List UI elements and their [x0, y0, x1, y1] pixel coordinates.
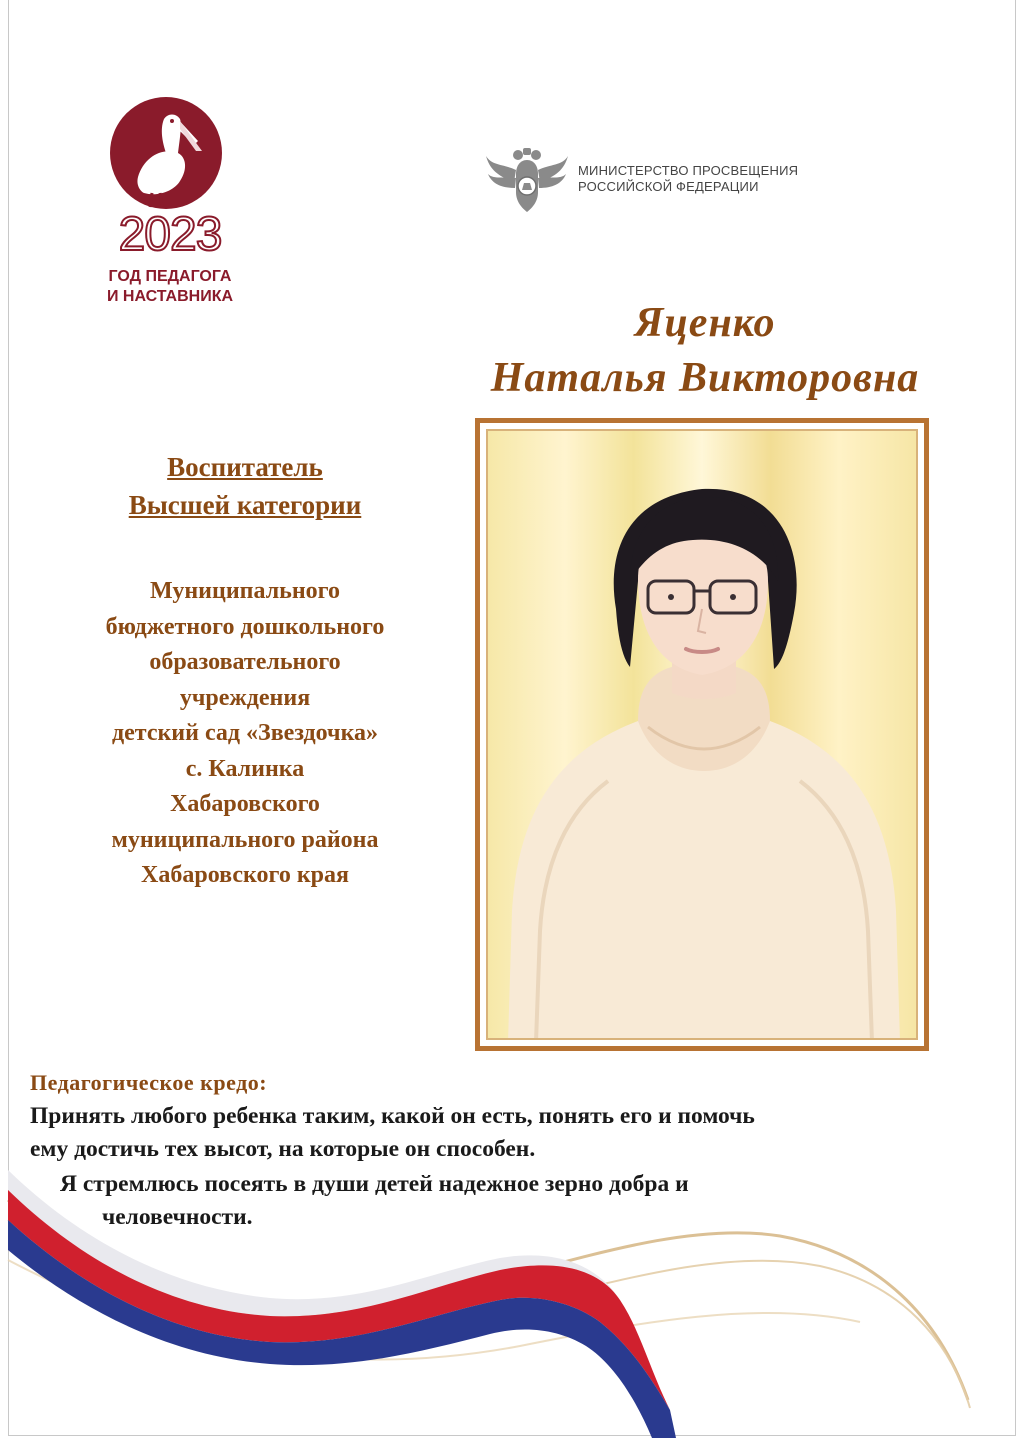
portrait-illustration [488, 431, 918, 1040]
organization [55, 574, 435, 894]
credo-line-2: ему достичь тех высот, на которые он способен. [30, 1136, 536, 1162]
person-given-names: Наталья Викторовна [490, 355, 920, 401]
organization-line: образовательного [149, 649, 341, 675]
organization-line: бюджетного дошкольного [105, 613, 385, 640]
year-of-teacher-logo [100, 95, 240, 315]
position-line-2: Высшей категории [128, 490, 362, 520]
organization-line: Муниципального [150, 578, 340, 604]
organization-line: муниципального района [111, 826, 379, 853]
ministry-name: МИНИСТЕРСТВО ПРОСВЕЩЕНИЯ РОССИЙСКОЙ ФЕДЕРАЦИИ [578, 163, 799, 194]
organization-line: Хабаровского [170, 791, 320, 817]
year-caption: ГОД ПЕДАГОГА И НАСТАВНИКА [106, 268, 234, 305]
credo-line-3: Я стремлюсь посеять в души детей надежное зерно добра и [60, 1171, 689, 1197]
tricolor-ribbons [0, 1150, 1024, 1438]
position-line-1: Воспитатель [167, 452, 323, 482]
year-number: 2023 [118, 208, 222, 261]
pelican-emblem-icon [100, 95, 240, 225]
organization-line: Хабаровского края [141, 862, 349, 888]
organization-line: детский сад «Звездочка» [111, 720, 379, 746]
organization-line: учреждения [179, 684, 311, 711]
credo-line-1: Принять любого ребенка таким, какой он есть, понять его и помочь [30, 1103, 755, 1129]
portrait-photo [486, 429, 918, 1040]
credo-line-4: человечности. [102, 1204, 253, 1230]
portrait-photo-frame [475, 418, 929, 1051]
person-surname: Яценко [634, 300, 776, 346]
position-title [60, 448, 430, 524]
credo-label: Педагогическое кредо: [30, 1070, 268, 1095]
double-headed-eagle-icon [484, 146, 570, 218]
organization-line: с. Калинка [185, 755, 305, 782]
person-name [440, 296, 970, 406]
ministry-logo [484, 146, 844, 218]
